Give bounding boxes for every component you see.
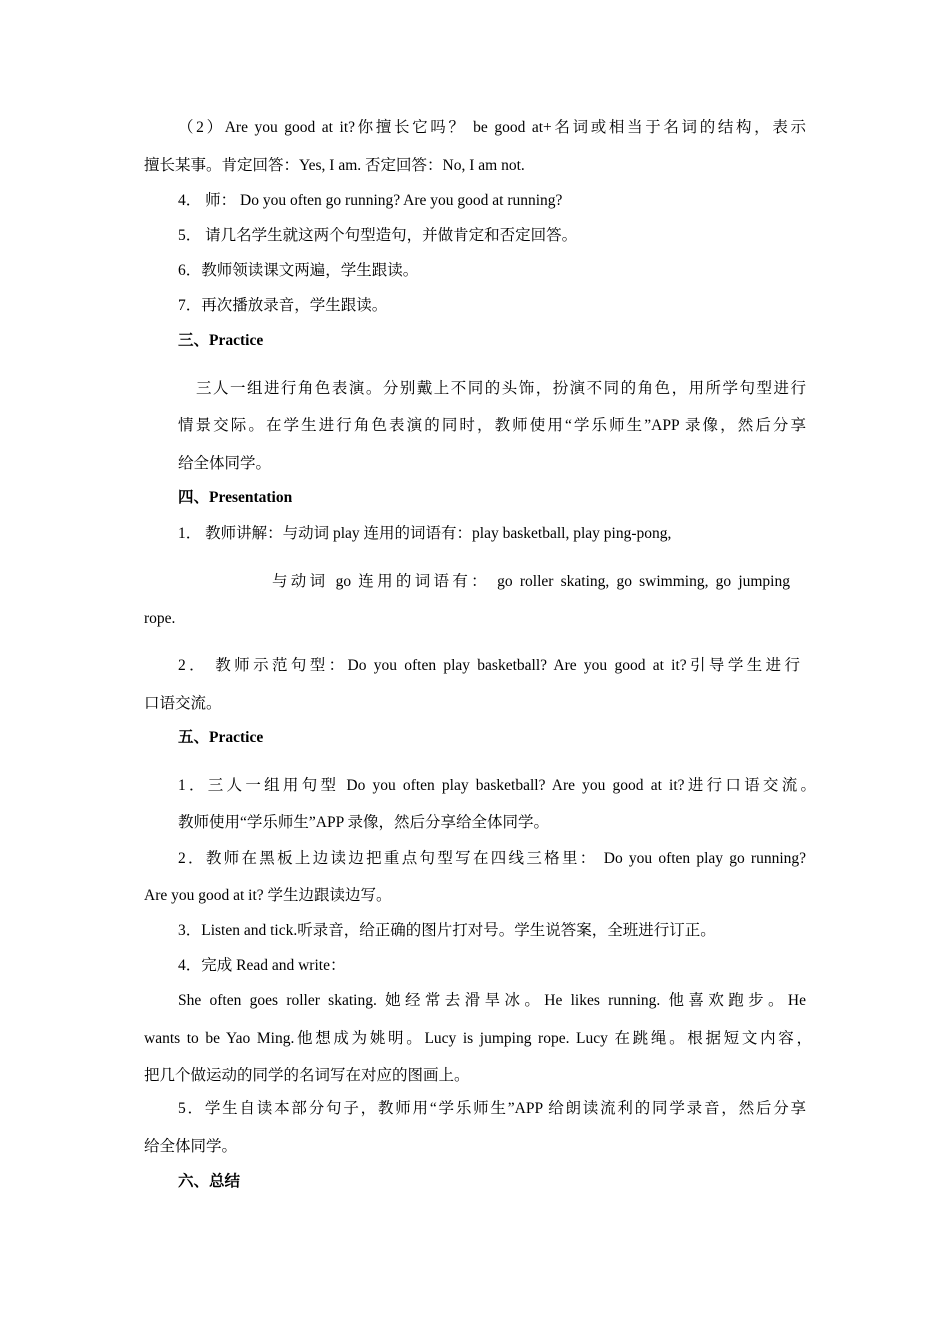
section-heading: 四、Presentation — [178, 489, 293, 506]
paragraph-line: 情景交际。在学生进行角色表演的同时，教师使用“学乐师生”APP 录像，然后分享 — [178, 417, 806, 434]
paragraph-line: （2）Are you good at it?你擅长它吗？ be good at+名词或相当于名词的结构，表示 — [178, 119, 806, 136]
paragraph-line: 教师使用“学乐师生”APP 录像，然后分享给全体同学。 — [178, 814, 549, 831]
paragraph-line: 与动词 go 连用的词语有： go roller skating, go swimming, go jumping — [272, 573, 790, 590]
list-item: 5．学生自读本部分句子，教师用“学乐师生”APP 给朗读流利的同学录音，然后分享 — [178, 1100, 806, 1117]
list-item: 6．教师领读课文两遍，学生跟读。 — [178, 262, 419, 279]
paragraph-line: wants to be Yao Ming.他想成为姚明。Lucy is jumping rope. Lucy 在跳绳。根据短文内容， — [144, 1030, 812, 1047]
list-item: 7．再次播放录音，学生跟读。 — [178, 297, 388, 314]
paragraph-line: Are you good at it? 学生边跟读边写。 — [144, 887, 392, 904]
list-item: 2． 教师示范句型：Do you often play basketball? Are you good at it?引导学生进行 — [178, 657, 800, 674]
paragraph-line: She often goes roller skating. 她经常去滑旱冰。He likes running. 他喜欢跑步。He — [178, 992, 806, 1009]
paragraph-line: 口语交流。 — [144, 695, 222, 712]
list-item: 1．三人一组用句型 Do you often play basketball? Are you good at it?进行口语交流。 — [178, 777, 816, 794]
section-heading: 三、Practice — [178, 332, 264, 349]
list-item: 1． 教师讲解：与动词 play 连用的词语有：play basketball, play ping-pong, — [178, 525, 672, 542]
section-heading: 五、Practice — [178, 729, 264, 746]
paragraph-line: 三人一组进行角色表演。分别戴上不同的头饰，扮演不同的角色，用所学句型进行 — [196, 380, 806, 397]
list-item: 3．Listen and tick.听录音，给正确的图片打对号。学生说答案，全班进行订正。 — [178, 922, 716, 939]
list-item: 5． 请几名学生就这两个句型造句，并做肯定和否定回答。 — [178, 227, 578, 244]
list-item: 4． 师： Do you often go running? Are you good at running? — [178, 192, 563, 209]
paragraph-line: 把几个做运动的同学的名词写在对应的图画上。 — [144, 1067, 470, 1084]
paragraph-line: rope. — [144, 610, 176, 627]
list-item: 4．完成 Read and write： — [178, 957, 346, 974]
paragraph-line: 给全体同学。 — [144, 1138, 238, 1155]
section-heading: 六、总结 — [178, 1173, 241, 1190]
paragraph-line: 擅长某事。肯定回答：Yes, I am. 否定回答：No, I am not. — [144, 157, 525, 174]
paragraph-line: 给全体同学。 — [178, 455, 272, 472]
list-item: 2．教师在黑板上边读边把重点句型写在四线三格里： Do you often play go running? — [178, 850, 806, 867]
